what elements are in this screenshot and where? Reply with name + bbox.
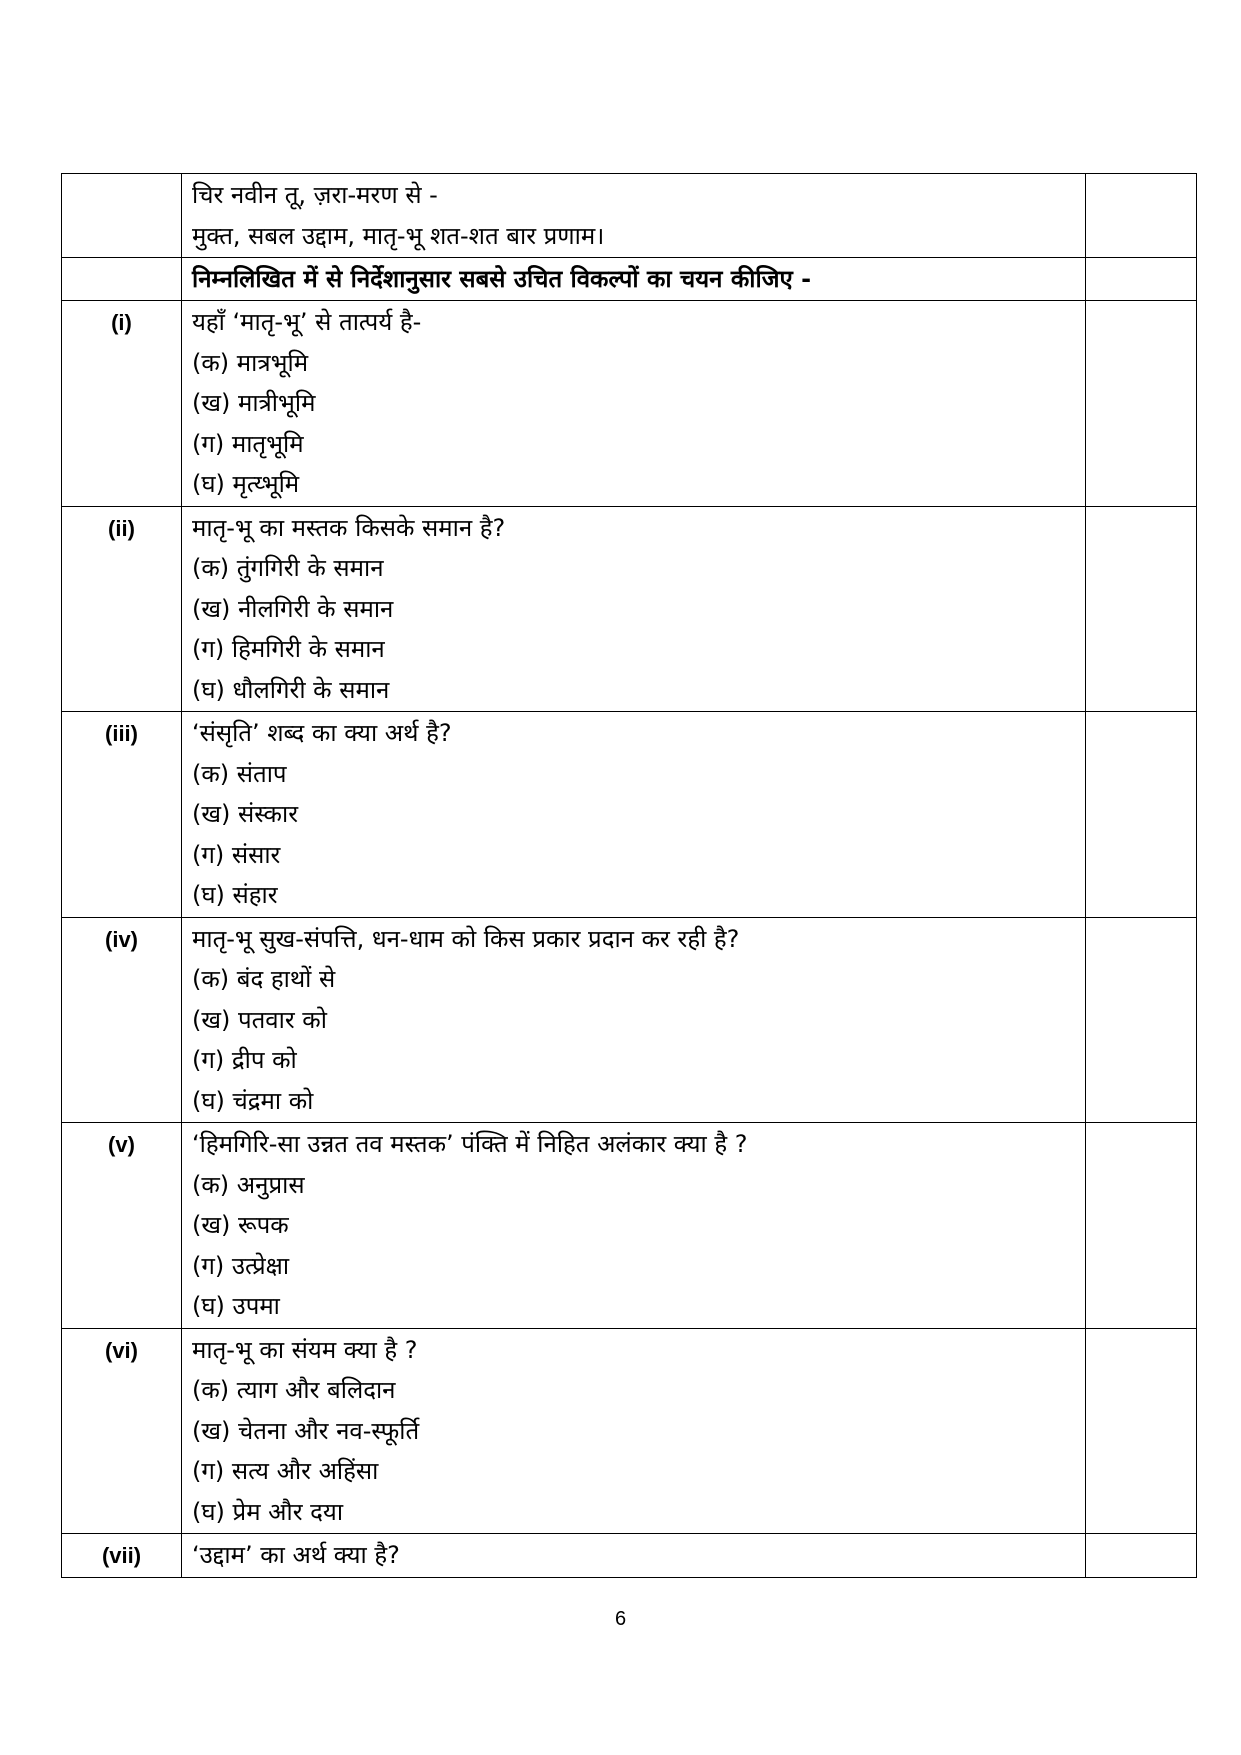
question-number: (i) (111, 310, 132, 335)
question-text: मातृ-भू सुख-संपत्ति, धन-धाम को किस प्रकार प्रदान कर रही है? (192, 924, 740, 953)
intro-marks-cell (1086, 174, 1197, 258)
question-row (62, 506, 1197, 712)
answer-option: (ग) सत्य और अहिंसा (192, 1457, 379, 1485)
answer-option: (घ) उपमा (192, 1292, 280, 1320)
question-number: (vi) (105, 1337, 138, 1363)
question-marks-cell (1086, 1123, 1197, 1329)
question-text: मातृ-भू का संयम क्या है ? (192, 1335, 418, 1364)
answer-option: (ख) पतवार को (192, 1005, 327, 1034)
answer-option: (घ) धौलगिरी के समान (192, 675, 390, 704)
answer-option: (ग) हिमगिरी के समान (192, 635, 385, 663)
question-marks-cell (1086, 1534, 1197, 1578)
answer-option: (ख) मात्रीभूमि (192, 389, 316, 417)
question-number: (iii) (105, 721, 138, 746)
question-number: (ii) (108, 515, 135, 541)
question-text: ‘उद्दाम’ का अर्थ क्या है? (192, 1541, 400, 1569)
question-table (61, 173, 1197, 1578)
question-marks-cell (1086, 506, 1197, 712)
answer-option: (घ) चंद्रमा को (192, 1086, 314, 1115)
instruction-text-cell (182, 258, 1086, 301)
answer-option: (ख) चेतना और नव-स्फूर्ति (192, 1416, 420, 1445)
question-number: (v) (108, 1132, 135, 1157)
answer-option: (क) अनुप्रास (192, 1170, 305, 1199)
instruction-number-cell (62, 258, 182, 301)
answer-option: (ख) संस्कार (192, 800, 299, 828)
intro-line: चिर नवीन तू, ज़रा-मरण से - (192, 181, 438, 209)
question-table-body (62, 174, 1197, 1578)
question-text: यहाँ ‘मातृ-भू’ से तात्पर्य है- (192, 308, 422, 336)
question-text: ‘हिमगिरि-सा उन्नत तव मस्तक’ पंक्ति में निहित अलंकार क्या है ? (192, 1130, 748, 1158)
answer-option: (ग) मातृभूमि (192, 429, 304, 458)
question-number-cell (62, 1534, 182, 1578)
question-marks-cell (1086, 301, 1197, 507)
answer-option: (ख) रूपक (192, 1211, 289, 1239)
answer-option: (ग) द्रीप को (192, 1046, 297, 1074)
question-text-cell (182, 1328, 1086, 1534)
instruction-row (62, 258, 1197, 301)
question-row (62, 1123, 1197, 1329)
question-number: (vii) (101, 1543, 142, 1568)
question-marks-cell (1086, 1328, 1197, 1534)
intro-text-cell (182, 174, 1086, 258)
question-text: मातृ-भू का मस्तक किसके समान है? (192, 513, 506, 542)
question-number-cell (62, 712, 182, 918)
question-text-cell (182, 917, 1086, 1123)
instruction-text: निम्नलिखित में से निर्देशानुसार सबसे उचित विकल्पों का चयन कीजिए - (192, 265, 812, 293)
question-marks-cell (1086, 712, 1197, 918)
answer-option: (ख) नीलगिरी के समान (192, 594, 394, 623)
question-number-cell (62, 301, 182, 507)
intro-number-cell (62, 174, 182, 258)
question-text-cell (182, 1534, 1086, 1578)
answer-option: (ग) संसार (192, 840, 281, 869)
answer-option: (घ) प्रेम और दया (192, 1497, 344, 1526)
question-marks-cell (1086, 917, 1197, 1123)
page-number: 6 (614, 1608, 627, 1630)
question-number-cell (62, 917, 182, 1123)
question-text-cell (182, 712, 1086, 918)
question-row (62, 301, 1197, 507)
question-number-cell (62, 1328, 182, 1534)
question-row (62, 917, 1197, 1123)
question-row (62, 1534, 1197, 1578)
question-text-cell (182, 1123, 1086, 1329)
instruction-marks-cell (1086, 258, 1197, 301)
answer-option: (क) बंद हाथों से (192, 965, 336, 993)
answer-option: (क) संताप (192, 759, 287, 788)
question-number-cell (62, 1123, 182, 1329)
question-text-cell (182, 301, 1086, 507)
question-number: (iv) (105, 926, 138, 952)
answer-option: (क) तुंगगिरी के समान (192, 554, 384, 582)
answer-option: (घ) संहार (192, 881, 278, 909)
question-number-cell (62, 506, 182, 712)
question-text-cell (182, 506, 1086, 712)
question-text: ‘संसृति’ शब्द का क्या अर्थ है? (192, 719, 452, 747)
question-row (62, 1328, 1197, 1534)
answer-option: (क) मात्रभूमि (192, 348, 309, 377)
intro-row (62, 174, 1197, 258)
answer-option: (घ) मृत्य्भूमि (192, 470, 300, 498)
intro-line: मुक्त, सबल उद्दाम, मातृ-भू शत-शत बार प्रणाम। (192, 221, 605, 250)
answer-option: (क) त्याग और बलिदान (192, 1376, 396, 1404)
answer-option: (ग) उत्प्रेक्षा (192, 1251, 290, 1280)
question-row (62, 712, 1197, 918)
